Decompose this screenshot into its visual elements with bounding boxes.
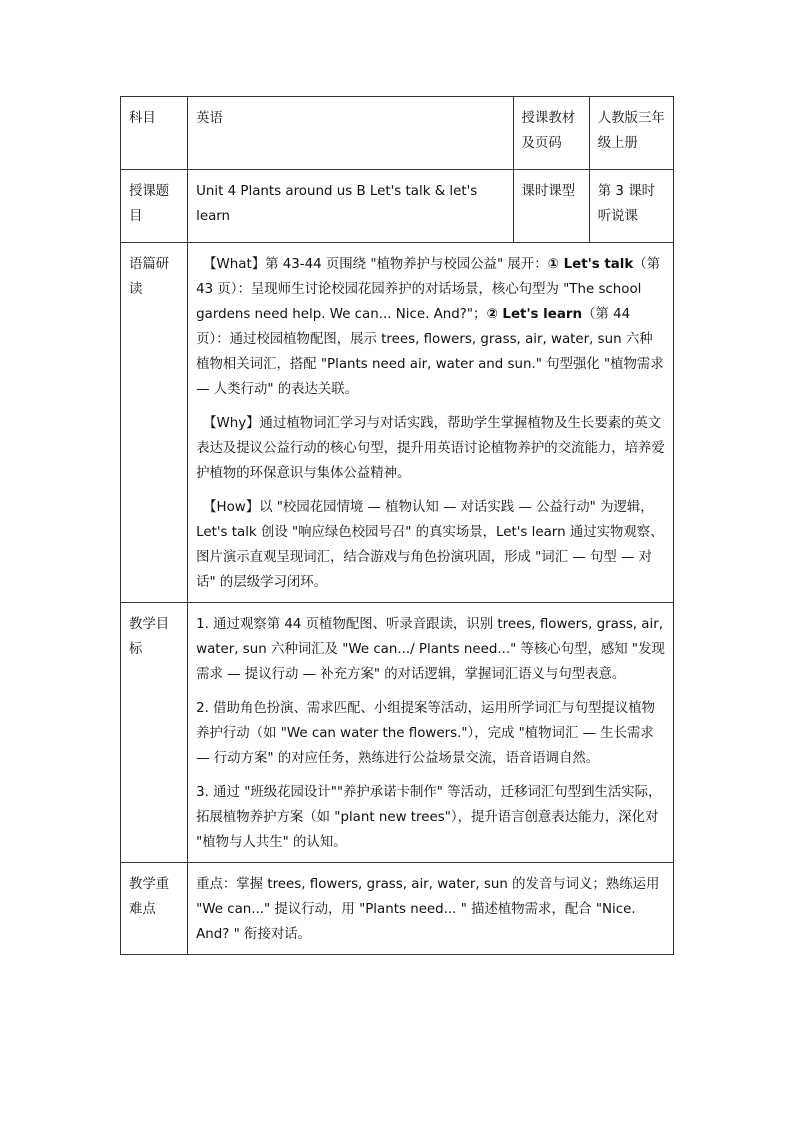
key-points-text: 重点：掌握 trees, flowers, grass, air, water, sun 的发音与词义；熟练运用 "We can..." 提议行动，用 "Plants need... " 描述植物需求，配合 "Nice. And? " 衔接对话。 [196, 877, 660, 942]
key-points-label: 教学重难点 [121, 863, 188, 955]
table-row-key-points [121, 863, 674, 955]
lets-talk-desc: （第 43 页）：呈现师生讨论校园花园养护的对话场景，核心句型为 "The school gardens need help. We can... Nice. And?"； [196, 257, 661, 322]
table-row-text-analysis [121, 243, 674, 603]
text-analysis-content [188, 243, 674, 603]
lets-talk-heading: ① Let's talk [547, 257, 634, 272]
lesson-plan-table [120, 96, 674, 955]
what-intro: 【What】第 43-44 页围绕 "植物养护与校园公益" 展开： [203, 257, 548, 272]
what-paragraph [196, 252, 665, 402]
lesson-type-label: 课时课型 [513, 170, 589, 243]
objective-item-1: 1. 通过观察第 44 页植物配图、听录音跟读，识别 trees, flowers, grass, air, water, sun 六种词汇及 "We can.../ Plants need..." 等核心句型，感知 "发现需求 — 提议行动 — 补充方案" 的对话逻辑，掌握词汇语义与句型表意。 [196, 617, 665, 682]
objective-item-2: 2. 借助角色扮演、需求匹配、小组提案等活动，运用所学词汇与句型提议植物养护行动（如 "We can water the flowers."），完成 "植物词汇 — 生长需求 — 行动方案" 的对应任务，熟练进行公益场景交流，语音语调自然。 [196, 701, 656, 766]
table-row-subject [121, 97, 674, 170]
table-row-topic [121, 170, 674, 243]
textbook-value: 人教版三年级上册 [589, 97, 673, 170]
subject-label: 科目 [121, 97, 188, 170]
lets-learn-heading: ② Let's learn [486, 307, 583, 322]
why-paragraph: 【Why】通过植物词汇学习与对话实践，帮助学生掌握植物及生长要素的英文表达及提议公益行动的核心句型，提升用英语讨论植物养护的交流能力，培养爱护植物的环保意识与集体公益精神。 [196, 416, 665, 481]
key-points-content [188, 863, 674, 955]
text-analysis-label: 语篇研读 [121, 243, 188, 603]
topic-value: Unit 4 Plants around us B Let's talk & let's learn [188, 170, 513, 243]
lesson-type-value: 第 3 课时 听说课 [589, 170, 673, 243]
objectives-label: 教学目标 [121, 603, 188, 863]
objectives-content [188, 603, 674, 863]
topic-label: 授课题目 [121, 170, 188, 243]
how-paragraph: 【How】以 "校园花园情境 — 植物认知 — 对话实践 — 公益行动" 为逻辑，Let's talk 创设 "响应绿色校园号召" 的真实场景，Let's learn 通过实物观察、图片演示直观呈现词汇，结合游戏与角色扮演巩固，形成 "词汇 — 句型 — 对话" 的层级学习闭环。 [196, 500, 664, 590]
textbook-label: 授课教材及页码 [513, 97, 589, 170]
table-row-objectives [121, 603, 674, 863]
lets-learn-desc: （第 44 页）：通过校园植物配图，展示 trees, flowers, grass, air, water, sun 六种植物相关词汇，搭配 "Plants need air, water and sun." 句型强化 "植物需求 — 人类行动" 的表达关联。 [196, 307, 664, 397]
objective-item-3: 3. 通过 "班级花园设计""养护承诺卡制作" 等活动，迁移词汇句型到生活实际，拓展植物养护方案（如 "plant new trees"），提升语言创意表达能力，深化对 "植物与人共生" 的认知。 [196, 785, 662, 850]
subject-value: 英语 [188, 97, 513, 170]
